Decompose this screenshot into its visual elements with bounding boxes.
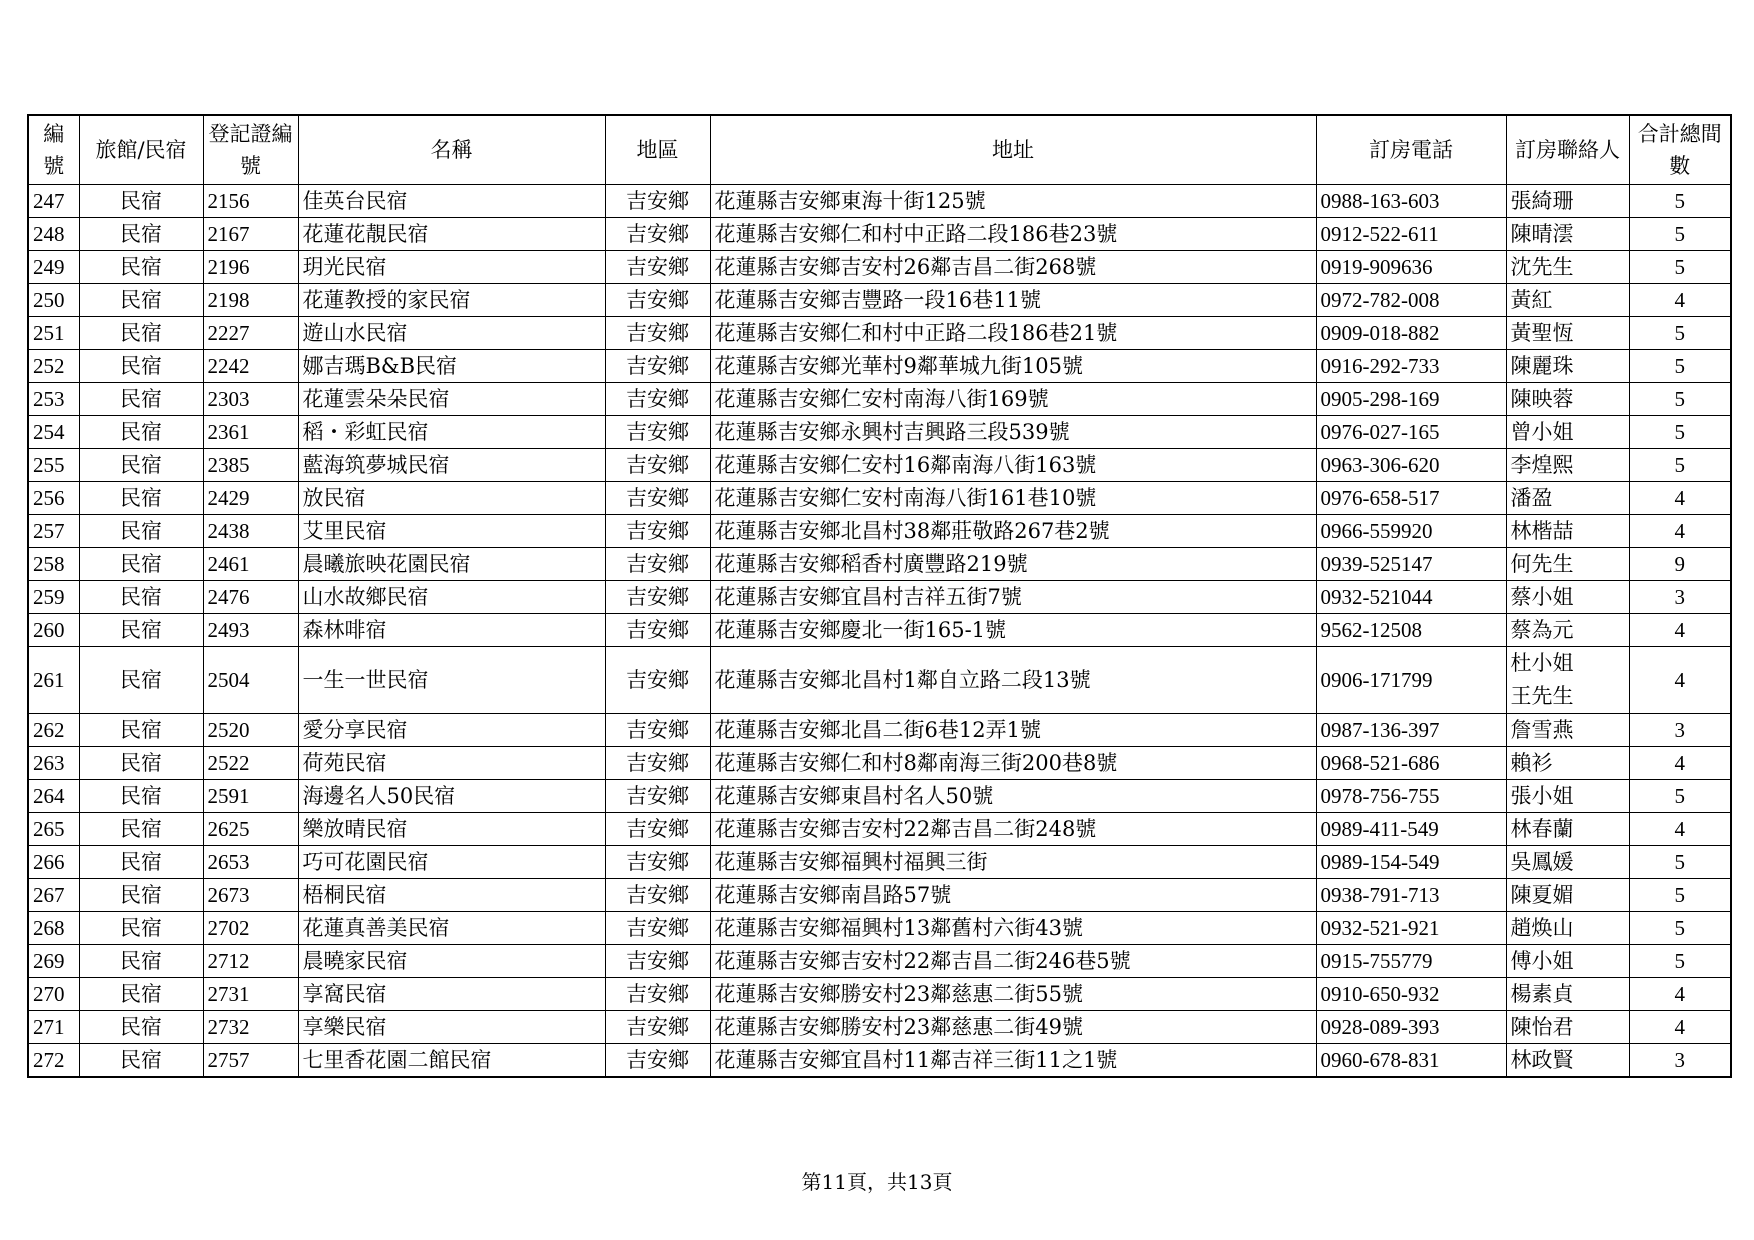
- cell-contact: 陳怡君: [1506, 1011, 1629, 1044]
- cell-rooms: 4: [1629, 1011, 1731, 1044]
- cell-type: 民宿: [79, 482, 203, 515]
- table-row: [28, 218, 1731, 251]
- cell-address: 花蓮縣吉安鄉勝安村23鄰慈惠二街49號: [710, 1011, 1316, 1044]
- cell-phone: 0912-522-611: [1316, 218, 1506, 251]
- table-row: [28, 515, 1731, 548]
- table-row: [28, 317, 1731, 350]
- cell-area: 吉安鄉: [605, 647, 710, 714]
- cell-reg-no: 2167: [203, 218, 298, 251]
- cell-address: 花蓮縣吉安鄉仁和村中正路二段186巷23號: [710, 218, 1316, 251]
- cell-no: 256: [28, 482, 79, 515]
- cell-area: 吉安鄉: [605, 614, 710, 647]
- cell-phone: 0919-909636: [1316, 251, 1506, 284]
- cell-address: 花蓮縣吉安鄉仁安村16鄰南海八街163號: [710, 449, 1316, 482]
- cell-no: 263: [28, 747, 79, 780]
- cell-address: 花蓮縣吉安鄉吉安村22鄰吉昌二街246巷5號: [710, 945, 1316, 978]
- cell-reg-no: 2385: [203, 449, 298, 482]
- cell-rooms: 4: [1629, 515, 1731, 548]
- header-contact: 訂房聯絡人: [1506, 115, 1629, 185]
- header-name: 名稱: [298, 115, 605, 185]
- header-reg-no: 登記證編號: [203, 115, 298, 185]
- cell-reg-no: 2156: [203, 185, 298, 218]
- cell-phone: 0966-559920: [1316, 515, 1506, 548]
- cell-type: 民宿: [79, 218, 203, 251]
- cell-name: 花蓮雲朵朵民宿: [298, 383, 605, 416]
- cell-area: 吉安鄉: [605, 284, 710, 317]
- cell-address: 花蓮縣吉安鄉光華村9鄰華城九街105號: [710, 350, 1316, 383]
- cell-type: 民宿: [79, 879, 203, 912]
- cell-address: 花蓮縣吉安鄉仁安村南海八街161巷10號: [710, 482, 1316, 515]
- cell-contact: 詹雪燕: [1506, 714, 1629, 747]
- cell-type: 民宿: [79, 813, 203, 846]
- table-row: [28, 416, 1731, 449]
- cell-area: 吉安鄉: [605, 714, 710, 747]
- cell-rooms: 5: [1629, 218, 1731, 251]
- cell-name: 享窩民宿: [298, 978, 605, 1011]
- cell-area: 吉安鄉: [605, 978, 710, 1011]
- cell-no: 249: [28, 251, 79, 284]
- table-row: [28, 1044, 1731, 1078]
- cell-rooms: 5: [1629, 945, 1731, 978]
- cell-name: 晨曉家民宿: [298, 945, 605, 978]
- cell-type: 民宿: [79, 780, 203, 813]
- cell-type: 民宿: [79, 350, 203, 383]
- cell-address: 花蓮縣吉安鄉吉安村26鄰吉昌二街268號: [710, 251, 1316, 284]
- cell-contact: 李煌熙: [1506, 449, 1629, 482]
- cell-rooms: 5: [1629, 251, 1731, 284]
- cell-phone: 0963-306-620: [1316, 449, 1506, 482]
- cell-reg-no: 2242: [203, 350, 298, 383]
- cell-no: 254: [28, 416, 79, 449]
- cell-contact: 沈先生: [1506, 251, 1629, 284]
- cell-name: 稻・彩虹民宿: [298, 416, 605, 449]
- cell-type: 民宿: [79, 747, 203, 780]
- cell-name: 花蓮花靚民宿: [298, 218, 605, 251]
- cell-name: 海邊名人50民宿: [298, 780, 605, 813]
- cell-name: 藍海筑夢城民宿: [298, 449, 605, 482]
- cell-area: 吉安鄉: [605, 581, 710, 614]
- cell-area: 吉安鄉: [605, 350, 710, 383]
- contact-line: 王先生: [1510, 684, 1574, 708]
- cell-phone: 0968-521-686: [1316, 747, 1506, 780]
- cell-name: 享樂民宿: [298, 1011, 605, 1044]
- table-body: [28, 185, 1731, 1078]
- cell-type: 民宿: [79, 1044, 203, 1078]
- cell-address: 花蓮縣吉安鄉北昌村38鄰莊敬路267巷2號: [710, 515, 1316, 548]
- cell-type: 民宿: [79, 317, 203, 350]
- cell-rooms: 3: [1629, 1044, 1731, 1078]
- cell-phone: 0988-163-603: [1316, 185, 1506, 218]
- cell-area: 吉安鄉: [605, 185, 710, 218]
- cell-address: 花蓮縣吉安鄉福興村福興三街: [710, 846, 1316, 879]
- cell-contact: 吳鳳媛: [1506, 846, 1629, 879]
- cell-contact: 陳映蓉: [1506, 383, 1629, 416]
- cell-contact: 黃聖恆: [1506, 317, 1629, 350]
- cell-contact: 陳夏媚: [1506, 879, 1629, 912]
- header-type: 旅館/民宿: [79, 115, 203, 185]
- cell-rooms: 4: [1629, 284, 1731, 317]
- table-row: [28, 714, 1731, 747]
- cell-address: 花蓮縣吉安鄉吉安村22鄰吉昌二街248號: [710, 813, 1316, 846]
- cell-area: 吉安鄉: [605, 945, 710, 978]
- cell-reg-no: 2461: [203, 548, 298, 581]
- cell-name: 梧桐民宿: [298, 879, 605, 912]
- cell-contact: 陳晴澐: [1506, 218, 1629, 251]
- cell-contact: 張綺珊: [1506, 185, 1629, 218]
- cell-reg-no: 2429: [203, 482, 298, 515]
- cell-type: 民宿: [79, 416, 203, 449]
- cell-address: 花蓮縣吉安鄉北昌村1鄰自立路二段13號: [710, 647, 1316, 714]
- cell-phone: 0989-411-549: [1316, 813, 1506, 846]
- cell-phone: 0916-292-733: [1316, 350, 1506, 383]
- cell-reg-no: 2673: [203, 879, 298, 912]
- cell-name: 遊山水民宿: [298, 317, 605, 350]
- cell-phone: 0976-027-165: [1316, 416, 1506, 449]
- cell-name: 巧可花園民宿: [298, 846, 605, 879]
- cell-rooms: 4: [1629, 747, 1731, 780]
- table-row: [28, 251, 1731, 284]
- cell-phone: 0909-018-882: [1316, 317, 1506, 350]
- cell-no: 247: [28, 185, 79, 218]
- cell-address: 花蓮縣吉安鄉仁和村8鄰南海三街200巷8號: [710, 747, 1316, 780]
- cell-reg-no: 2227: [203, 317, 298, 350]
- cell-area: 吉安鄉: [605, 1044, 710, 1078]
- header-area: 地區: [605, 115, 710, 185]
- cell-area: 吉安鄉: [605, 449, 710, 482]
- cell-rooms: 9: [1629, 548, 1731, 581]
- cell-area: 吉安鄉: [605, 251, 710, 284]
- cell-area: 吉安鄉: [605, 846, 710, 879]
- cell-no: 253: [28, 383, 79, 416]
- cell-phone: 0989-154-549: [1316, 846, 1506, 879]
- table-row: [28, 284, 1731, 317]
- cell-contact: 傅小姐: [1506, 945, 1629, 978]
- cell-rooms: 5: [1629, 846, 1731, 879]
- cell-name: 玥光民宿: [298, 251, 605, 284]
- cell-name: 娜吉瑪B&B民宿: [298, 350, 605, 383]
- cell-area: 吉安鄉: [605, 383, 710, 416]
- cell-type: 民宿: [79, 945, 203, 978]
- cell-no: 250: [28, 284, 79, 317]
- cell-name: 晨曦旅映花園民宿: [298, 548, 605, 581]
- cell-phone: 0915-755779: [1316, 945, 1506, 978]
- cell-name: 森林啡宿: [298, 614, 605, 647]
- cell-area: 吉安鄉: [605, 317, 710, 350]
- cell-name: 樂放晴民宿: [298, 813, 605, 846]
- cell-type: 民宿: [79, 515, 203, 548]
- cell-rooms: 5: [1629, 383, 1731, 416]
- cell-rooms: 5: [1629, 185, 1731, 218]
- cell-area: 吉安鄉: [605, 912, 710, 945]
- cell-type: 民宿: [79, 383, 203, 416]
- cell-reg-no: 2757: [203, 1044, 298, 1078]
- cell-no: 251: [28, 317, 79, 350]
- registry-table: [27, 114, 1732, 1078]
- cell-rooms: 5: [1629, 416, 1731, 449]
- cell-reg-no: 2731: [203, 978, 298, 1011]
- cell-no: 260: [28, 614, 79, 647]
- cell-contact: 賴衫: [1506, 747, 1629, 780]
- cell-reg-no: 2712: [203, 945, 298, 978]
- cell-reg-no: 2504: [203, 647, 298, 714]
- cell-area: 吉安鄉: [605, 482, 710, 515]
- cell-type: 民宿: [79, 449, 203, 482]
- cell-phone: 0976-658-517: [1316, 482, 1506, 515]
- cell-no: 248: [28, 218, 79, 251]
- cell-type: 民宿: [79, 1011, 203, 1044]
- cell-address: 花蓮縣吉安鄉慶北一街165-1號: [710, 614, 1316, 647]
- cell-contact: 陳麗珠: [1506, 350, 1629, 383]
- cell-rooms: 5: [1629, 879, 1731, 912]
- cell-reg-no: 2522: [203, 747, 298, 780]
- cell-reg-no: 2493: [203, 614, 298, 647]
- cell-phone: 0960-678-831: [1316, 1044, 1506, 1078]
- cell-rooms: 3: [1629, 581, 1731, 614]
- table-row: [28, 482, 1731, 515]
- cell-rooms: 5: [1629, 350, 1731, 383]
- table-row: [28, 350, 1731, 383]
- cell-rooms: 4: [1629, 482, 1731, 515]
- cell-type: 民宿: [79, 185, 203, 218]
- table-row: [28, 846, 1731, 879]
- table-row: [28, 383, 1731, 416]
- cell-type: 民宿: [79, 846, 203, 879]
- contact-line: 杜小姐: [1510, 651, 1574, 675]
- cell-contact: 曾小姐: [1506, 416, 1629, 449]
- cell-no: 266: [28, 846, 79, 879]
- cell-area: 吉安鄉: [605, 813, 710, 846]
- cell-address: 花蓮縣吉安鄉永興村吉興路三段539號: [710, 416, 1316, 449]
- cell-address: 花蓮縣吉安鄉勝安村23鄰慈惠二街55號: [710, 978, 1316, 1011]
- cell-address: 花蓮縣吉安鄉宜昌村吉祥五街7號: [710, 581, 1316, 614]
- header-no: 編號: [28, 115, 79, 185]
- cell-contact: 楊素貞: [1506, 978, 1629, 1011]
- cell-name: 佳英台民宿: [298, 185, 605, 218]
- cell-reg-no: 2653: [203, 846, 298, 879]
- cell-name: 花蓮教授的家民宿: [298, 284, 605, 317]
- page-number: 第11頁，共13頁: [801, 1170, 953, 1194]
- header-row: [28, 115, 1731, 185]
- table-header: [28, 115, 1731, 185]
- cell-no: 257: [28, 515, 79, 548]
- cell-no: 272: [28, 1044, 79, 1078]
- cell-contact: 張小姐: [1506, 780, 1629, 813]
- cell-phone: 0932-521044: [1316, 581, 1506, 614]
- cell-area: 吉安鄉: [605, 1011, 710, 1044]
- cell-no: 258: [28, 548, 79, 581]
- cell-reg-no: 2591: [203, 780, 298, 813]
- cell-no: 252: [28, 350, 79, 383]
- cell-contact: 黃紅: [1506, 284, 1629, 317]
- cell-reg-no: 2438: [203, 515, 298, 548]
- cell-area: 吉安鄉: [605, 879, 710, 912]
- table-row: [28, 945, 1731, 978]
- cell-rooms: 5: [1629, 317, 1731, 350]
- table-row: [28, 449, 1731, 482]
- cell-contact: 蔡小姐: [1506, 581, 1629, 614]
- cell-name: 一生一世民宿: [298, 647, 605, 714]
- table-row: [28, 647, 1731, 714]
- cell-phone: 0939-525147: [1316, 548, 1506, 581]
- cell-reg-no: 2520: [203, 714, 298, 747]
- cell-no: 268: [28, 912, 79, 945]
- table-row: [28, 185, 1731, 218]
- cell-no: 265: [28, 813, 79, 846]
- cell-name: 荷苑民宿: [298, 747, 605, 780]
- cell-name: 愛分享民宿: [298, 714, 605, 747]
- cell-reg-no: 2198: [203, 284, 298, 317]
- cell-type: 民宿: [79, 647, 203, 714]
- cell-no: 269: [28, 945, 79, 978]
- cell-phone: 0978-756-755: [1316, 780, 1506, 813]
- cell-phone: 0906-171799: [1316, 647, 1506, 714]
- cell-address: 花蓮縣吉安鄉稻香村廣豐路219號: [710, 548, 1316, 581]
- cell-address: 花蓮縣吉安鄉東昌村名人50號: [710, 780, 1316, 813]
- cell-no: 264: [28, 780, 79, 813]
- cell-address: 花蓮縣吉安鄉東海十街125號: [710, 185, 1316, 218]
- header-phone: 訂房電話: [1316, 115, 1506, 185]
- table-row: [28, 747, 1731, 780]
- cell-contact: 蔡為元: [1506, 614, 1629, 647]
- cell-name: 艾里民宿: [298, 515, 605, 548]
- cell-area: 吉安鄉: [605, 218, 710, 251]
- cell-no: 267: [28, 879, 79, 912]
- cell-area: 吉安鄉: [605, 548, 710, 581]
- cell-area: 吉安鄉: [605, 780, 710, 813]
- cell-rooms: 4: [1629, 614, 1731, 647]
- cell-type: 民宿: [79, 581, 203, 614]
- cell-rooms: 4: [1629, 813, 1731, 846]
- cell-address: 花蓮縣吉安鄉仁和村中正路二段186巷21號: [710, 317, 1316, 350]
- cell-contact: 林政賢: [1506, 1044, 1629, 1078]
- cell-address: 花蓮縣吉安鄉宜昌村11鄰吉祥三街11之1號: [710, 1044, 1316, 1078]
- cell-no: 255: [28, 449, 79, 482]
- cell-name: 放民宿: [298, 482, 605, 515]
- cell-type: 民宿: [79, 714, 203, 747]
- cell-no: 262: [28, 714, 79, 747]
- cell-rooms: 4: [1629, 647, 1731, 714]
- cell-address: 花蓮縣吉安鄉福興村13鄰舊村六街43號: [710, 912, 1316, 945]
- cell-reg-no: 2702: [203, 912, 298, 945]
- cell-area: 吉安鄉: [605, 747, 710, 780]
- header-rooms: 合計總間數: [1629, 115, 1731, 185]
- cell-address: 花蓮縣吉安鄉南昌路57號: [710, 879, 1316, 912]
- cell-name: 山水故鄉民宿: [298, 581, 605, 614]
- table-row: [28, 978, 1731, 1011]
- cell-phone: 0932-521-921: [1316, 912, 1506, 945]
- cell-no: 271: [28, 1011, 79, 1044]
- cell-phone: 0910-650-932: [1316, 978, 1506, 1011]
- table-row: [28, 548, 1731, 581]
- cell-reg-no: 2361: [203, 416, 298, 449]
- cell-contact: 何先生: [1506, 548, 1629, 581]
- cell-rooms: 5: [1629, 449, 1731, 482]
- cell-area: 吉安鄉: [605, 416, 710, 449]
- cell-name: 花蓮真善美民宿: [298, 912, 605, 945]
- cell-phone: 0905-298-169: [1316, 383, 1506, 416]
- cell-contact: 趙焕山: [1506, 912, 1629, 945]
- cell-type: 民宿: [79, 251, 203, 284]
- cell-rooms: 3: [1629, 714, 1731, 747]
- cell-address: 花蓮縣吉安鄉吉豐路一段16巷11號: [710, 284, 1316, 317]
- cell-type: 民宿: [79, 284, 203, 317]
- cell-rooms: 4: [1629, 978, 1731, 1011]
- cell-area: 吉安鄉: [605, 515, 710, 548]
- cell-type: 民宿: [79, 614, 203, 647]
- cell-phone: 0938-791-713: [1316, 879, 1506, 912]
- cell-contact: 林楷喆: [1506, 515, 1629, 548]
- cell-reg-no: 2476: [203, 581, 298, 614]
- cell-type: 民宿: [79, 548, 203, 581]
- table-row: [28, 813, 1731, 846]
- table-row: [28, 614, 1731, 647]
- cell-no: 259: [28, 581, 79, 614]
- cell-contact: [1506, 647, 1629, 714]
- cell-contact: 潘盈: [1506, 482, 1629, 515]
- cell-rooms: 5: [1629, 780, 1731, 813]
- cell-reg-no: 2303: [203, 383, 298, 416]
- cell-no: 270: [28, 978, 79, 1011]
- cell-phone: 9562-12508: [1316, 614, 1506, 647]
- table-row: [28, 912, 1731, 945]
- cell-reg-no: 2625: [203, 813, 298, 846]
- cell-type: 民宿: [79, 978, 203, 1011]
- cell-address: 花蓮縣吉安鄉北昌二街6巷12弄1號: [710, 714, 1316, 747]
- cell-contact: 林春蘭: [1506, 813, 1629, 846]
- cell-type: 民宿: [79, 912, 203, 945]
- table-row: [28, 1011, 1731, 1044]
- cell-reg-no: 2732: [203, 1011, 298, 1044]
- cell-reg-no: 2196: [203, 251, 298, 284]
- table-row: [28, 879, 1731, 912]
- header-address: 地址: [710, 115, 1316, 185]
- cell-phone: 0987-136-397: [1316, 714, 1506, 747]
- cell-name: 七里香花園二館民宿: [298, 1044, 605, 1078]
- table-row: [28, 581, 1731, 614]
- cell-phone: 0972-782-008: [1316, 284, 1506, 317]
- cell-no: 261: [28, 647, 79, 714]
- cell-address: 花蓮縣吉安鄉仁安村南海八街169號: [710, 383, 1316, 416]
- cell-rooms: 5: [1629, 912, 1731, 945]
- table-row: [28, 780, 1731, 813]
- cell-phone: 0928-089-393: [1316, 1011, 1506, 1044]
